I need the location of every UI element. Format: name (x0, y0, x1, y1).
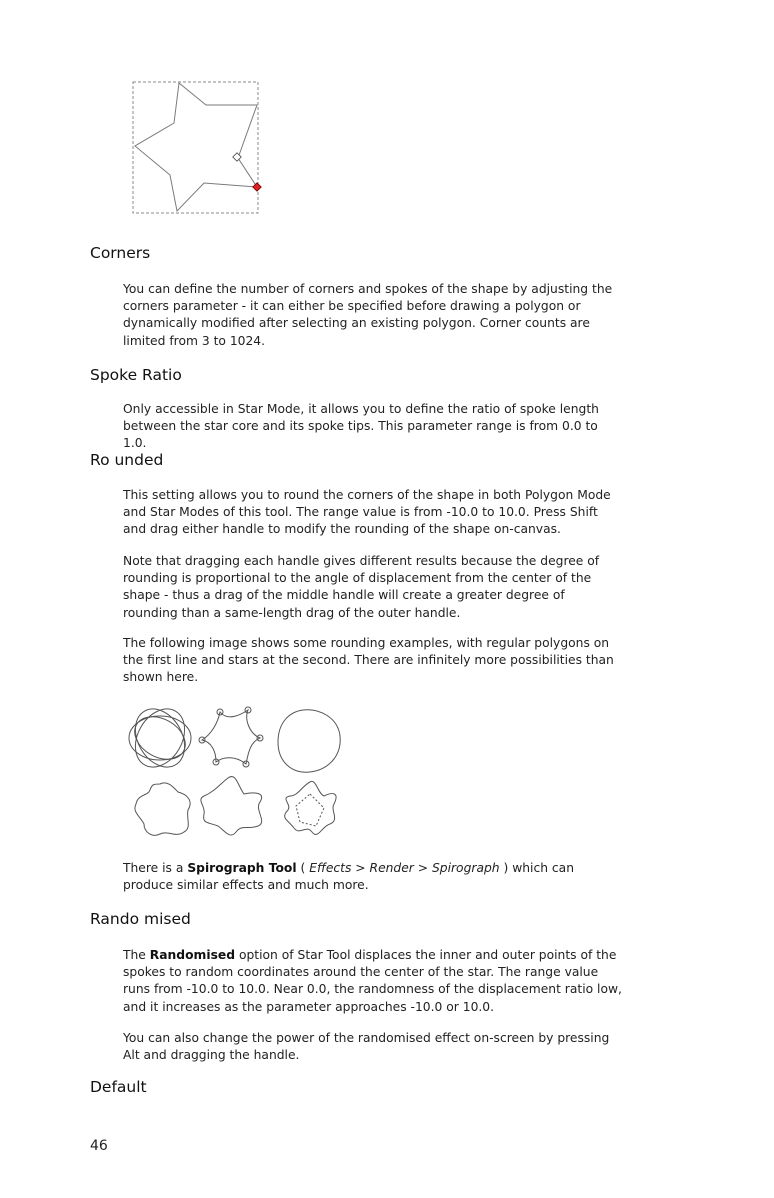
page-number: 46 (90, 1138, 108, 1154)
rounded-star-example-1 (135, 783, 190, 835)
outer-handle[interactable] (253, 183, 261, 191)
spoke-ratio-body: Only accessible in Star Mode, it allows you to define the ratio of spoke length between the star core and its spoke tips. This parameter range is from 0.0 to 1.0. (123, 402, 599, 451)
heading-default: Default (90, 1078, 147, 1096)
rounded-polygon-example-3 (278, 710, 340, 772)
rounded-body-2: Note that dragging each handle gives different results because the degree of rounding is proportional to the angle of displacement from the center of the shape - thus a drag of the middle handle will create a greater degree of rounding than a same-length drag of the outer handle. (123, 554, 600, 620)
heading-randomised: Rando mised (90, 910, 191, 928)
corners-body: You can define the number of corners and spokes of the shape by adjusting the corners parameter - it can either be specified before drawing a polygon or dynamically modified after selecting an existing polygon. Corner counts are limited from 3 to 1024. (123, 282, 613, 348)
heading-corners: Corners (90, 244, 151, 262)
inner-handle[interactable] (233, 153, 241, 161)
randomised-body-2: You can also change the power of the randomised effect on-screen by pressing Alt and dragging the handle. (123, 1031, 610, 1063)
heading-spoke-ratio: Spoke Ratio (90, 366, 182, 384)
rounded-star-example-2 (201, 777, 262, 835)
rounded-body-1: This setting allows you to round the corners of the shape in both Polygon Mode and Star Modes of this tool. The range value is from -10.0 to 10.0. Press Shift and drag either handle to modify the rounding of the shape on-canvas. (123, 488, 611, 537)
star-tool-figure (130, 80, 262, 218)
spirograph-menu-path: Effects > Render > Spirograph (309, 861, 500, 875)
randomised-term: Randomised (149, 948, 236, 962)
rounding-examples-figure (120, 700, 350, 845)
spirograph-note: There is a Spirograph Tool ( Effects > Render > Spirograph ) which can produce similar effects and much more. (123, 861, 575, 893)
rounded-polygon-example-2 (199, 707, 263, 767)
selection-bounding-box (133, 82, 258, 213)
heading-rounded: Ro unded (90, 451, 164, 469)
rounded-polygon-example-1 (125, 700, 194, 776)
rounded-body-3: The following image shows some rounding examples, with regular polygons on the first line and stars at the second. There are infinitely more possibilities than shown here. (123, 636, 614, 685)
star-outline (135, 83, 257, 211)
rounded-star-example-3 (285, 781, 336, 834)
spirograph-tool-term: Spirograph Tool (187, 861, 297, 875)
randomised-body-1: The Randomised option of Star Tool displaces the inner and outer points of the spokes to random coordinates around the center of the star. The range value runs from -10.0 to 10.0. Near 0.0, the randomness of the displacement ratio low, and it increases as the parameter approaches -10.0 or 10.0. (123, 948, 622, 1014)
